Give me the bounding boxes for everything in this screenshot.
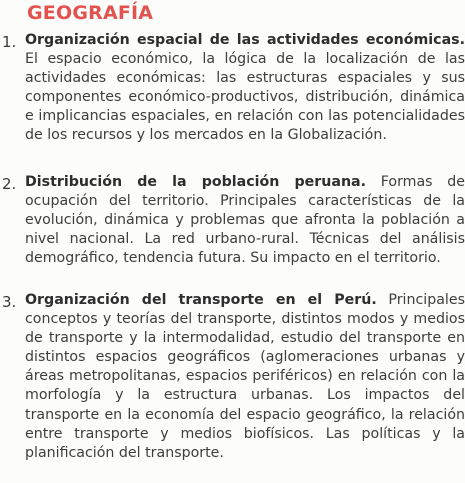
- item-text: [25, 31, 465, 146]
- item-text: [25, 291, 465, 463]
- item-number: 3.: [2, 293, 17, 311]
- item-heading: Distribución de la población peruana.: [25, 174, 367, 190]
- section-title: GEOGRAFÍA: [27, 2, 154, 24]
- topic-list: [0, 31, 465, 463]
- item-body: Principales conceptos y teorías del transporte, distintos modos y medios de transporte y la intermodalidad, estudio del transporte en distintos espacios geográficos (aglomeraciones urbanas y áreas metropolitanas, espacios periféricos) en relación con la morfología y la estructura urbanas. Los impactos del transporte en la economía del espacio geográfico, la relación entre transporte y medios biofísicos. Las políticas y la planificación del transporte.: [25, 292, 465, 461]
- item-number: 2.: [2, 175, 17, 193]
- item-body: Formas de ocupación del territorio. Principales características de la evolución, dinámica y problemas que afronta la población a nivel nacional. La red urbano-rural. Técnicas del análisis demográfico, tendencia futura. Su impacto en el territorio.: [25, 174, 465, 267]
- item-body: El espacio económico, la lógica de la localización de las actividades económicas: las estructuras espaciales y sus componentes económico-productivos, distribución, dinámica e implicancias espaciales, en relación con las potencialidades de los recursos y los mercados en la Globalización.: [25, 51, 465, 144]
- item-number: 1.: [2, 33, 17, 51]
- item-text: [25, 173, 465, 268]
- item-heading: Organización espacial de las actividades económicas.: [25, 32, 465, 48]
- list-item: [0, 31, 465, 173]
- list-item: [0, 291, 465, 463]
- list-item: [0, 173, 465, 291]
- item-heading: Organización del transporte en el Perú.: [25, 292, 377, 308]
